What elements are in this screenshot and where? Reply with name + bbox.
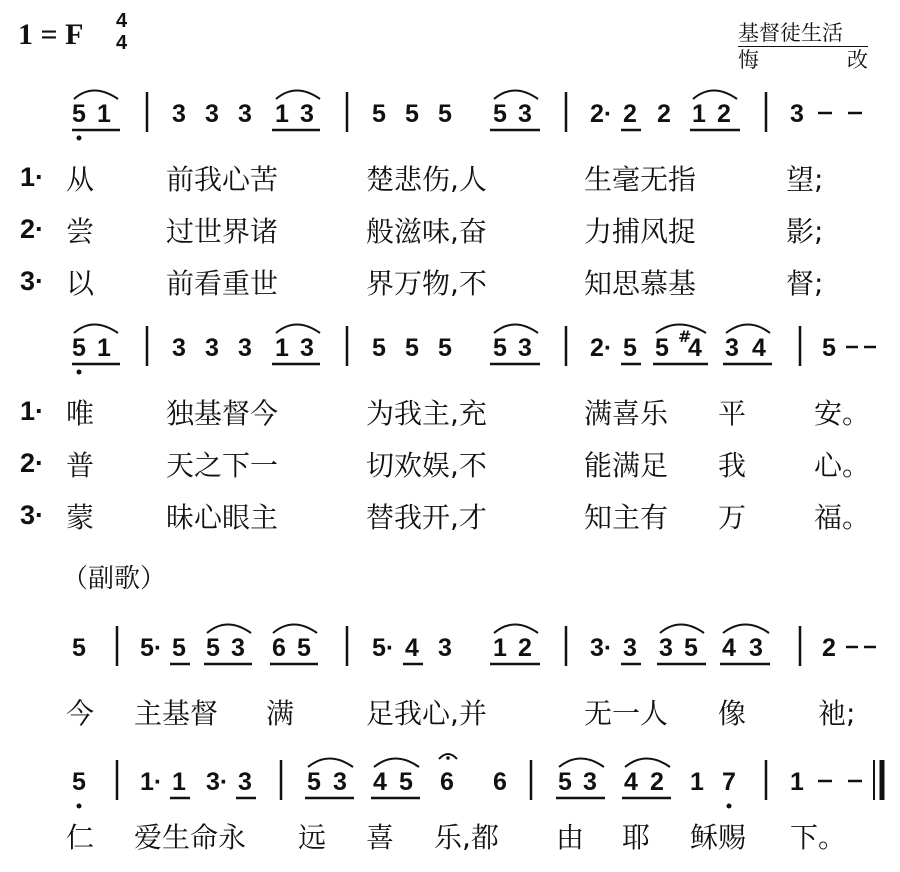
lyric: 福。 — [814, 501, 871, 534]
lyric: 知主有 — [584, 501, 669, 534]
lyric: 无一人 — [584, 697, 669, 730]
note: 1 — [493, 634, 507, 662]
slur — [374, 759, 419, 768]
lyric: 生毫无指 — [584, 163, 697, 196]
note: 5 — [307, 768, 321, 796]
note: 5 — [655, 334, 669, 362]
note: 3 — [172, 100, 186, 128]
note: 5 — [372, 334, 386, 362]
lyric: 喜 — [366, 821, 395, 854]
verse-number: 1· — [20, 396, 45, 426]
note: 4 — [752, 334, 766, 362]
lyric: 爱生命永 — [134, 821, 247, 854]
lyric: 稣赐 — [690, 821, 747, 854]
slur — [74, 325, 118, 334]
note: 5 — [493, 100, 507, 128]
slur — [308, 759, 353, 768]
lyric: 普 — [66, 449, 95, 482]
notation-system-3 — [72, 625, 876, 667]
lyric: 天之下一 — [166, 449, 279, 482]
note: 3 — [749, 634, 763, 662]
slur — [74, 91, 118, 100]
note: 3 — [333, 768, 347, 796]
note: 5 — [372, 100, 386, 128]
time-signature-top: 4 — [116, 10, 128, 32]
note: 3· — [206, 768, 229, 796]
lyric: 远 — [298, 821, 327, 854]
low-dot — [77, 136, 82, 141]
note: 5 — [297, 634, 311, 662]
lyric: 独基督今 — [166, 397, 279, 430]
note: 5 — [438, 334, 452, 362]
note: 3· — [590, 634, 613, 662]
note: 5 — [623, 334, 637, 362]
lyric: 前看重世 — [166, 267, 279, 300]
note: 2 — [822, 634, 836, 662]
lyric: 前我心苦 — [166, 163, 279, 196]
slur — [276, 91, 320, 100]
lyric: 从 — [66, 163, 95, 196]
note: 3 — [205, 100, 219, 128]
note: 5 — [558, 768, 572, 796]
lyric: 知思慕基 — [584, 267, 697, 300]
note: 2 — [518, 634, 532, 662]
fermata-dot — [446, 756, 450, 760]
slur — [625, 759, 670, 768]
note: 3 — [659, 634, 673, 662]
lyric: 主基督 — [134, 697, 219, 730]
note: 3 — [438, 634, 452, 662]
key-signature: 1 = F — [18, 18, 84, 51]
lyric: 影; — [786, 215, 824, 248]
attribution-adapted-2: 改 — [847, 48, 868, 72]
lyric: 安。 — [814, 397, 871, 430]
note: 5 — [72, 334, 86, 362]
lyric: 平 — [718, 397, 747, 430]
note: 3 — [518, 100, 532, 128]
low-dot — [727, 804, 732, 809]
slur — [559, 759, 604, 768]
note: 1 — [172, 768, 186, 796]
note: 1· — [140, 768, 163, 796]
note: 6 — [440, 768, 454, 796]
note: 1 — [97, 334, 111, 362]
lyric: 下。 — [790, 821, 847, 854]
verse-number: 3· — [20, 500, 45, 530]
lyric: 万 — [718, 501, 747, 534]
lyric: 心。 — [814, 449, 871, 482]
note: 3 — [238, 768, 252, 796]
time-signature-bottom: 4 — [116, 32, 128, 54]
notation-system-1 — [72, 91, 862, 141]
verse-number: 1· — [20, 162, 45, 192]
note: 2· — [590, 100, 613, 128]
slur — [276, 325, 320, 334]
lyric: 唯 — [66, 397, 95, 430]
lyric: 祂; — [818, 697, 856, 730]
lyric: 耶 — [622, 821, 651, 854]
note: 5 — [438, 100, 452, 128]
note: 5 — [72, 634, 86, 662]
note: 1 — [275, 334, 289, 362]
note: 4 — [688, 334, 702, 362]
note: 3 — [238, 100, 252, 128]
slur — [494, 325, 538, 334]
lyric: 望; — [786, 163, 824, 196]
note: 4 — [624, 768, 638, 796]
slur — [273, 625, 317, 634]
lyric: 昧心眼主 — [166, 501, 279, 534]
notation-system-4 — [72, 754, 882, 809]
lyric: 像 — [718, 697, 747, 730]
note: 4 — [722, 634, 736, 662]
note: 3 — [623, 634, 637, 662]
low-dot — [77, 370, 82, 375]
note: 5 — [72, 100, 86, 128]
note: 3 — [300, 100, 314, 128]
lyric: 满 — [266, 697, 295, 730]
note: 7 — [722, 768, 736, 796]
chorus-label: （副歌） — [62, 564, 167, 594]
lyric: 过世界诸 — [166, 215, 279, 248]
slur — [693, 91, 737, 100]
lyric: 仁 — [66, 821, 95, 854]
slur — [494, 91, 538, 100]
note: 5 — [405, 100, 419, 128]
lyric: 替我开,才 — [366, 501, 487, 534]
note: 5· — [372, 634, 395, 662]
note: 2 — [623, 100, 637, 128]
note: 5 — [405, 334, 419, 362]
lyric: 楚悲伤,人 — [366, 163, 487, 196]
note: 2 — [657, 100, 671, 128]
note: 5 — [172, 634, 186, 662]
slur — [723, 625, 769, 634]
note: 5 — [206, 634, 220, 662]
lyric: 督; — [786, 267, 824, 300]
note: 1 — [790, 768, 804, 796]
sharp-sign: # — [678, 327, 692, 346]
slur — [207, 625, 251, 634]
note: 4 — [373, 768, 387, 796]
lyric: 以 — [66, 267, 95, 300]
note: 3 — [300, 334, 314, 362]
note: 6 — [272, 634, 286, 662]
verse-number: 2· — [20, 448, 45, 478]
lyric: 力捕风捉 — [584, 215, 697, 248]
note: 5 — [72, 768, 86, 796]
note: 1 — [275, 100, 289, 128]
note: 2 — [717, 100, 731, 128]
lyric: 乐,都 — [434, 821, 499, 854]
lyric: 由 — [556, 821, 585, 854]
note: 4 — [405, 634, 419, 662]
note: 3 — [238, 334, 252, 362]
note: 5 — [822, 334, 836, 362]
lyric: 蒙 — [66, 501, 95, 534]
attribution-source: 基督徒生活 — [738, 20, 868, 47]
note: 5 — [493, 334, 507, 362]
note: 5· — [140, 634, 163, 662]
lyric: 满喜乐 — [584, 397, 669, 430]
notation-system-2 — [72, 325, 876, 375]
lyric: 般滋味,奋 — [366, 215, 487, 248]
attribution-adapted-1: 悔 — [738, 48, 759, 72]
note: 1 — [97, 100, 111, 128]
slur — [660, 625, 704, 634]
lyric: 尝 — [66, 215, 95, 248]
lyric: 界万物,不 — [366, 267, 487, 300]
verse-number: 3· — [20, 266, 45, 296]
note: 3 — [725, 334, 739, 362]
note: 2 — [650, 768, 664, 796]
note: 1 — [692, 100, 706, 128]
lyric: 我 — [718, 449, 747, 482]
note: 5 — [399, 768, 413, 796]
lyric: 切欢娱,不 — [366, 449, 487, 482]
note: 3 — [205, 334, 219, 362]
note: 3 — [172, 334, 186, 362]
slur — [726, 325, 770, 334]
note: 3 — [231, 634, 245, 662]
lyric: 为我主,充 — [366, 397, 487, 430]
lyric: 今 — [66, 697, 95, 730]
verse-number: 2· — [20, 214, 45, 244]
note: 5 — [684, 634, 698, 662]
lyric: 能满足 — [584, 449, 669, 482]
lyric: 足我心,并 — [366, 697, 487, 730]
note: 3 — [518, 334, 532, 362]
note: 3 — [583, 768, 597, 796]
note: 2· — [590, 334, 613, 362]
note: 1 — [690, 768, 704, 796]
low-dot — [77, 804, 82, 809]
slur — [494, 625, 538, 634]
note: 6 — [493, 768, 507, 796]
note: 3 — [790, 100, 804, 128]
